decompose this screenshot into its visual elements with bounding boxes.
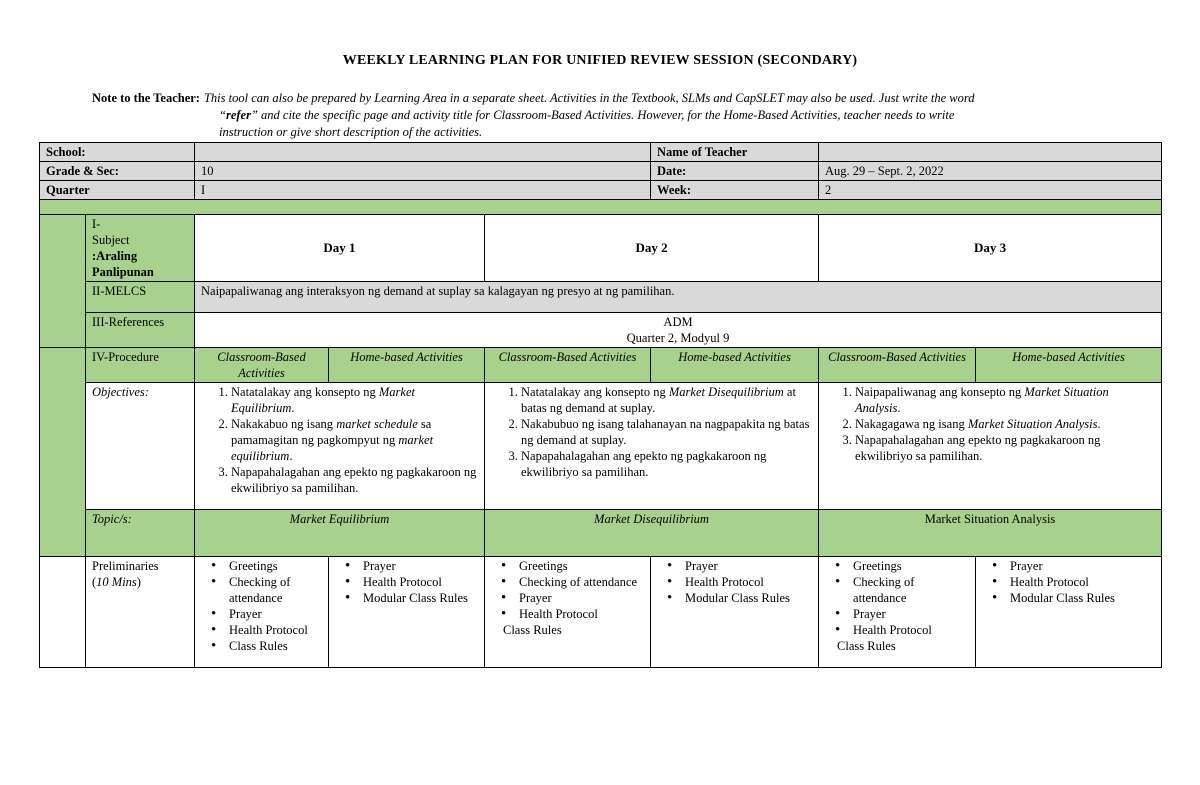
class-rules-line: Class Rules	[503, 623, 562, 637]
list-item: • Greetings	[519, 558, 644, 574]
class-rules-line: Class Rules	[837, 639, 896, 653]
procedure-row	[40, 348, 1162, 383]
document-title: WEEKLY LEARNING PLAN FOR UNIFIED REVIEW SESSION (SECONDARY)	[342, 53, 858, 68]
day-1-classroom-preliminaries	[195, 557, 329, 668]
objective-item: 2. Nakagagawa ng isang Market Situation Analysis.	[855, 416, 1155, 432]
list-item: • Health Protocol	[853, 622, 969, 638]
header-row-quarter	[40, 181, 1162, 200]
objectives-row	[40, 383, 1162, 510]
teacher-note	[92, 90, 1092, 141]
list-item: • Health Protocol	[363, 574, 478, 590]
list-item: • Prayer	[229, 606, 322, 622]
list-item: • Modular Class Rules	[1010, 590, 1155, 606]
objective-item: 2. Nakakabuo ng isang market schedule sa pamamagitan ng pagkompyut ng market equilibrium.	[231, 416, 478, 464]
list-item: • Prayer	[519, 590, 644, 606]
header-row-school	[40, 143, 1162, 162]
list-item: • Modular Class Rules	[363, 590, 478, 606]
day-1-home-header: Home-based Activities	[329, 348, 485, 383]
topics-label: Topic/s:	[86, 510, 195, 557]
subject-row	[40, 215, 1162, 282]
left-margin-block-2	[40, 348, 86, 557]
day-3-home-header: Home-based Activities	[976, 348, 1162, 383]
melcs-label: II-MELCS	[86, 282, 195, 313]
school-label: School:	[40, 143, 195, 162]
preliminaries-label: Preliminaries (10 Mins)	[86, 557, 195, 668]
note-label: Note to the Teacher:	[92, 91, 200, 105]
day-3-classroom-header: Classroom-Based Activities	[819, 348, 976, 383]
teacher-label: Name of Teacher	[651, 143, 819, 162]
date-value: Aug. 29 – Sept. 2, 2022	[819, 162, 1162, 181]
note-line-2: “refer” and cite the specific page and activity title for Classroom-Based Activities. However, for the Home-Based Activities, teacher needs to write	[219, 108, 955, 122]
note-line-3: instruction or give short description of the activities.	[219, 125, 483, 139]
note-refer: refer	[225, 108, 251, 122]
melcs-row	[40, 282, 1162, 313]
day-1-objectives	[195, 383, 485, 510]
subject-cell: I- Subject :Araling Panlipunan	[86, 215, 195, 282]
header-row-grade	[40, 162, 1162, 181]
day-1-header: Day 1	[195, 215, 485, 282]
objective-item: 3. Napapahalagahan ang epekto ng pagkakaroon ng ekwilibriyo sa pamilihan.	[521, 448, 812, 480]
week-label: Week:	[651, 181, 819, 200]
quarter-label: Quarter	[40, 181, 195, 200]
list-item: • Prayer	[1010, 558, 1155, 574]
day-2-topic: Market Disequilibrium	[485, 510, 819, 557]
preliminaries-row	[40, 557, 1162, 668]
objectives-label: Objectives:	[86, 383, 195, 510]
objective-item: 1. Naipapaliwanag ang konsepto ng Market Situation Analysis.	[855, 384, 1155, 416]
left-margin-block-1	[40, 215, 86, 348]
objective-item: 1. Natatalakay ang konsepto ng Market Equilibrium.	[231, 384, 478, 416]
day-2-home-preliminaries	[651, 557, 819, 668]
day-1-topic: Market Equilibrium	[195, 510, 485, 557]
list-item: • Health Protocol	[229, 622, 322, 638]
spacer-row	[40, 200, 1162, 215]
green-spacer	[40, 200, 1162, 215]
note-line-1: This tool can also be prepared by Learning Area in a separate sheet. Activities in the Textbook, SLMs and CapSLET may also be used. Just write the word	[203, 91, 975, 105]
day-2-home-header: Home-based Activities	[651, 348, 819, 383]
list-item: • Class Rules	[229, 638, 322, 654]
day-2-header: Day 2	[485, 215, 819, 282]
day-2-classroom-header: Classroom-Based Activities	[485, 348, 651, 383]
list-item: • Checking of attendance	[519, 574, 644, 590]
objective-item: 3. Napapahalagahan ang epekto ng pagkakaroon ng ekwilibriyo sa pamilihan.	[855, 432, 1155, 464]
left-margin-block-3	[40, 557, 86, 668]
day-2-classroom-preliminaries	[485, 557, 651, 668]
day-3-topic: Market Situation Analysis	[819, 510, 1162, 557]
list-item: • Health Protocol	[519, 606, 644, 622]
teacher-value	[819, 143, 1162, 162]
quarter-value: I	[195, 181, 651, 200]
list-item: • Prayer	[363, 558, 478, 574]
day-3-header: Day 3	[819, 215, 1162, 282]
references-label: III-References	[86, 313, 195, 348]
list-item: • Greetings	[853, 558, 969, 574]
day-1-classroom-header: Classroom-Based Activities	[195, 348, 329, 383]
references-row	[40, 313, 1162, 348]
learning-plan-table	[39, 142, 1162, 668]
melcs-text: Naipapaliwanag ang interaksyon ng demand at suplay sa kalagayan ng presyo at ng pamilihan.	[195, 282, 1162, 313]
list-item: • Modular Class Rules	[685, 590, 812, 606]
date-label: Date:	[651, 162, 819, 181]
objective-item: 1. Natatalakay ang konsepto ng Market Disequilibrium at batas ng demand at suplay.	[521, 384, 812, 416]
list-item: • Prayer	[853, 606, 969, 622]
school-value	[195, 143, 651, 162]
day-3-classroom-preliminaries	[819, 557, 976, 668]
list-item: • Greetings	[229, 558, 322, 574]
procedure-label: IV-Procedure	[86, 348, 195, 383]
references-value: ADM Quarter 2, Modyul 9	[195, 313, 1162, 348]
day-2-objectives	[485, 383, 819, 510]
week-value: 2	[819, 181, 1162, 200]
objective-item: 2. Nakabubuo ng isang talahanayan na nagpapakita ng batas ng demand at suplay.	[521, 416, 812, 448]
list-item: • Checking of attendance	[853, 574, 969, 606]
list-item: • Health Protocol	[685, 574, 812, 590]
grade-label: Grade & Sec:	[40, 162, 195, 181]
grade-value: 10	[195, 162, 651, 181]
list-item: • Checking of attendance	[229, 574, 322, 606]
day-1-home-preliminaries	[329, 557, 485, 668]
day-3-objectives	[819, 383, 1162, 510]
objective-item: 3. Napapahalagahan ang epekto ng pagkakaroon ng ekwilibriyo sa pamilihan.	[231, 464, 478, 496]
topics-row	[40, 510, 1162, 557]
day-3-home-preliminaries	[976, 557, 1162, 668]
list-item: • Prayer	[685, 558, 812, 574]
list-item: • Health Protocol	[1010, 574, 1155, 590]
